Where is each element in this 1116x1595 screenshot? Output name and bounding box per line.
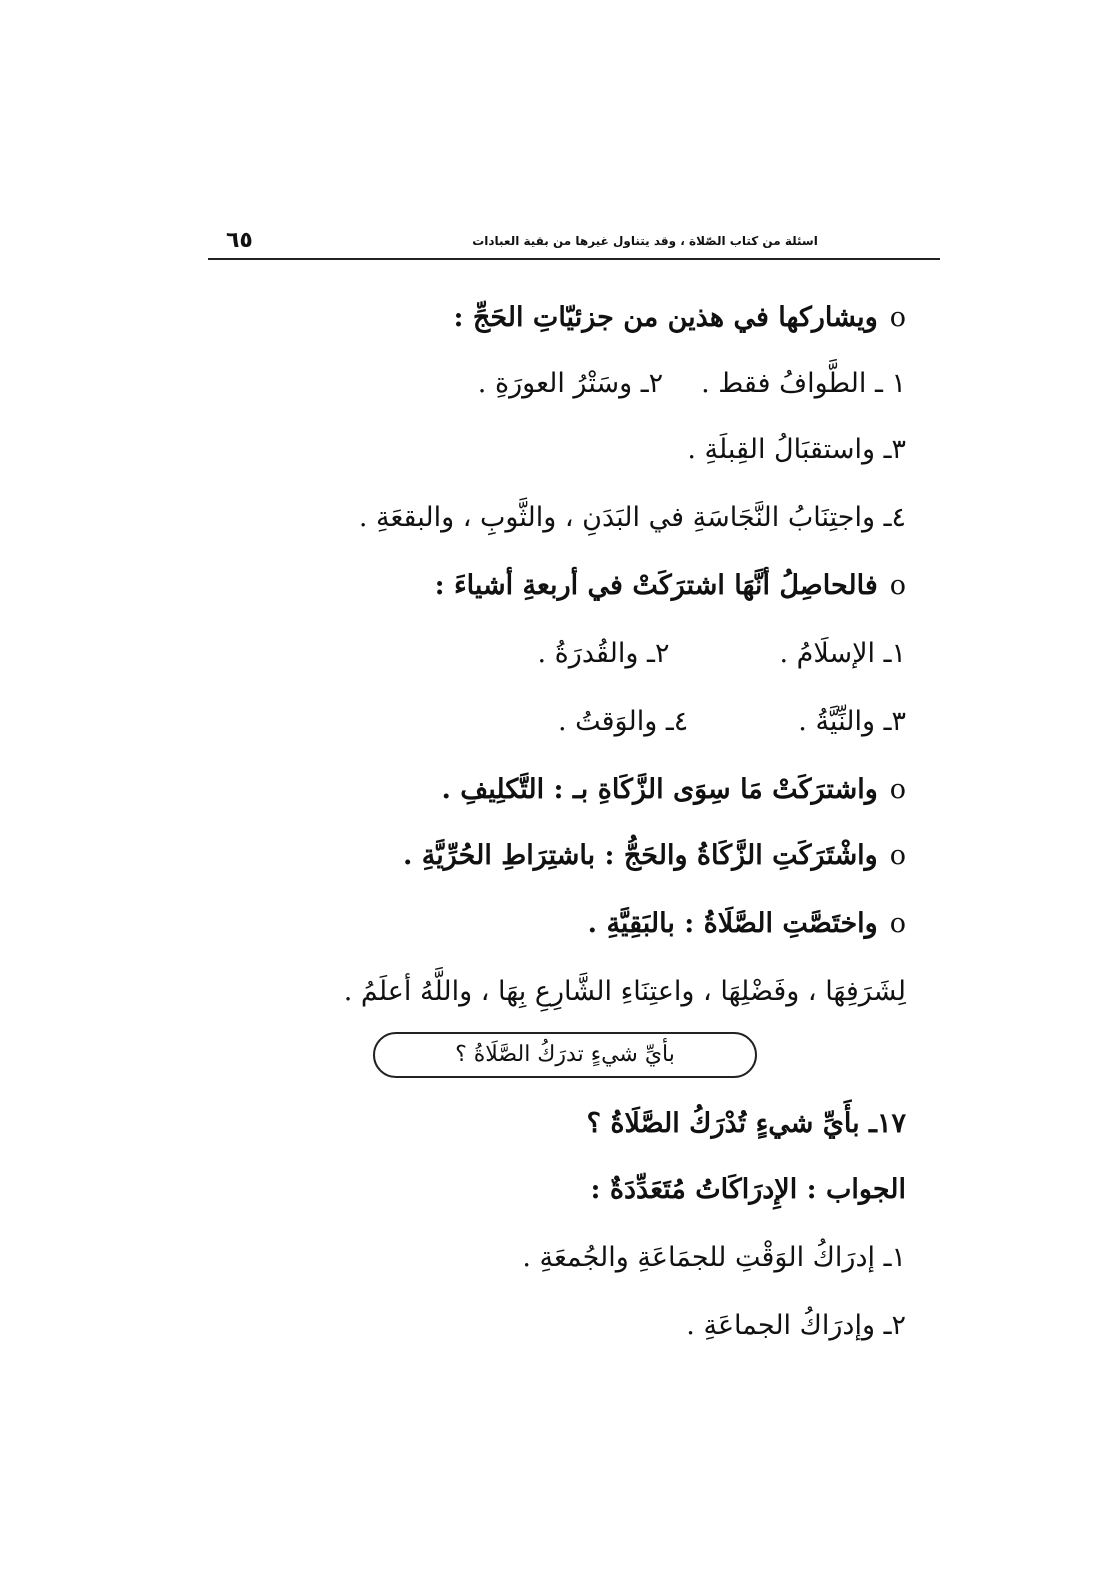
bullet-circle-icon: o <box>889 774 906 805</box>
answer-label: الجواب : الإِدرَاكَاتُ مُتَعَدِّدَةٌ : <box>590 1174 906 1205</box>
bullet-circle-icon: o <box>889 302 906 333</box>
question-text: ١٧ـ بأَيِّ شيءٍ تُدْرَكُ الصَّلَاةُ ؟ <box>586 1108 906 1139</box>
list-line-2 <box>478 364 906 404</box>
line-text: فالحاصِلُ أنَّهَا اشترَكَتْ في أربعةِ أشياءَ : <box>434 570 878 601</box>
line-text: ويشاركها في هذين من جزئيّاتِ الحَجِّ : <box>453 302 878 333</box>
list-line-3 <box>687 430 906 470</box>
bullet-line-8 <box>442 770 907 810</box>
list-item: ٤ـ والوَقتُ . <box>557 706 689 737</box>
line-text: واشْتَرَكَتِ الزَّكَاةُ والحَجُّ : باشتِرَاطِ الحُرِّيَّةِ . <box>402 840 878 871</box>
bullet-line-9 <box>403 836 906 876</box>
bullet-circle-icon: o <box>889 840 906 871</box>
answer-label-line <box>591 1170 907 1210</box>
list-line-4 <box>359 498 906 538</box>
list-item: ٣ـ والنِّيَّةُ . <box>798 706 906 737</box>
list-item: ٢ـ والقُدرَةُ . <box>537 638 670 669</box>
running-title: اسئلة من كتاب الصّلاة ، وقد يتناول غيرها من بقية العبادات <box>472 234 818 248</box>
section-heading: بأيِّ شيءٍ تدرَكُ الصَّلَاةُ ؟ <box>455 1042 675 1067</box>
answer-item-text: ١ـ إدرَاكُ الوَقْتِ للجمَاعَةِ والجُمعَةِ . <box>522 1242 906 1273</box>
line-text: واختَصَّتِ الصَّلَاةُ : بالبَقِيَّةِ . <box>587 908 878 939</box>
page-number: ٦٥ <box>226 228 253 253</box>
paragraph-line-11 <box>344 972 906 1012</box>
answer-item-1 <box>522 1238 906 1278</box>
list-item: ٤ـ واجتِنَابُ النَّجَاسَةِ في البَدَنِ ، والثَّوبِ ، والبقعَةِ . <box>358 502 906 533</box>
list-item: ١ـ الإسلَامُ . <box>779 638 906 669</box>
bullet-line-5 <box>435 566 906 606</box>
bullet-line-10 <box>588 904 906 944</box>
header-divider <box>208 258 940 260</box>
bullet-circle-icon: o <box>889 570 906 601</box>
line-text: لِشَرَفِهَا ، وفَضْلِهَا ، واعتِنَاءِ الشَّارِعِ بِهَا ، واللَّهُ أعلَمُ . <box>343 976 906 1007</box>
list-line-7 <box>558 702 906 742</box>
list-item: ٣ـ واستقبَالُ القِبلَةِ . <box>687 434 906 465</box>
list-line-6 <box>538 634 907 674</box>
bullet-line-1 <box>454 298 906 338</box>
bullet-circle-icon: o <box>889 908 906 939</box>
answer-item-2 <box>686 1306 906 1346</box>
list-item: ١ ـ الطَّوافُ فقط . <box>701 368 906 399</box>
section-heading-box <box>373 1032 757 1078</box>
answer-item-text: ٢ـ وإدرَاكُ الجماعَةِ . <box>686 1310 906 1341</box>
list-item: ٢ـ وسَتْرُ العورَةِ . <box>477 368 664 399</box>
line-text: واشترَكَتْ مَا سِوَى الزَّكَاةِ بـ : التَّكلِيفِ . <box>441 774 878 805</box>
running-header <box>210 228 940 258</box>
question-line <box>587 1104 906 1144</box>
